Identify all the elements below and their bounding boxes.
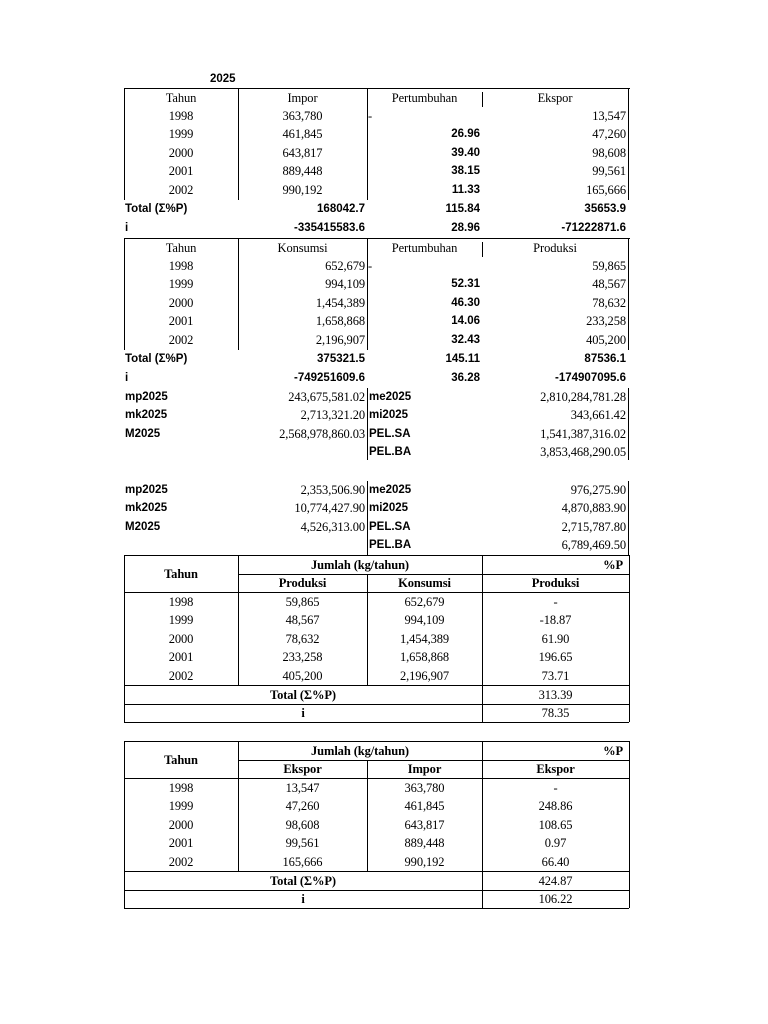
- col-header-konsumsi: Konsumsi: [277, 241, 328, 255]
- forecast-value: 2,353,506.90: [300, 483, 365, 497]
- total-impor: 168042.7: [317, 203, 365, 215]
- growth-cell: 39.40: [451, 147, 480, 159]
- konsumsi-cell: 652,679: [325, 259, 365, 273]
- konsumsi-cell: 994,109: [404, 613, 445, 627]
- i-value: 106.22: [538, 892, 573, 906]
- forecast-label: mp2025: [125, 391, 168, 403]
- produksi-cell: 59,865: [285, 595, 320, 609]
- year-cell: 1999: [168, 277, 194, 291]
- ekspor-cell: 165,666: [282, 855, 323, 869]
- forecast-value: 1,541,387,316.02: [540, 427, 626, 441]
- forecast-label: PEL.SA: [369, 428, 411, 440]
- col-header-jumlah: Jumlah (kg/tahun): [311, 558, 409, 572]
- forecast-label: me2025: [369, 484, 412, 496]
- year-cell: 1999: [168, 613, 194, 627]
- pct-cell: 196.65: [538, 650, 573, 664]
- i-growth: 28.96: [451, 222, 480, 234]
- growth-cell: 38.15: [451, 165, 480, 177]
- ekspor-cell: 165,666: [586, 183, 626, 197]
- forecast-value: 10,774,427.90: [294, 501, 365, 515]
- forecast-label: PEL.BA: [369, 539, 412, 551]
- col-header-tahun: Tahun: [165, 241, 197, 255]
- year-cell: 2002: [168, 333, 194, 347]
- year-cell: 2001: [168, 650, 194, 664]
- ekspor-cell: 13,547: [285, 781, 320, 795]
- col-header-impor: Impor: [287, 91, 318, 105]
- i-value: 78.35: [541, 706, 570, 720]
- col-header-jumlah: Jumlah (kg/tahun): [311, 744, 409, 758]
- total-konsumsi: 375321.5: [317, 353, 365, 365]
- growth-cell: 26.96: [451, 128, 480, 140]
- konsumsi-cell: 1,454,389: [315, 296, 365, 310]
- year-cell: 1998: [168, 595, 194, 609]
- pct-cell: 0.97: [544, 836, 567, 850]
- pct-cell: -: [553, 781, 558, 795]
- year-cell: 1999: [168, 799, 194, 813]
- impor-cell: 990,192: [282, 183, 323, 197]
- forecast-label: M2025: [125, 428, 161, 440]
- year-cell: 2001: [168, 314, 194, 328]
- pct-cell: -: [553, 595, 558, 609]
- year-cell: 2002: [168, 183, 194, 197]
- year-cell: 1998: [168, 109, 194, 123]
- produksi-cell: 48,567: [285, 613, 320, 627]
- i-label: i: [125, 372, 129, 384]
- forecast-value: 343,661.42: [570, 408, 626, 422]
- year-cell: 2000: [168, 632, 194, 646]
- forecast-label: mi2025: [369, 409, 409, 421]
- subheader-produksi: Produksi: [278, 576, 327, 590]
- konsumsi-cell: 1,658,868: [399, 650, 450, 664]
- total-label: Total (Σ%P): [125, 203, 188, 215]
- produksi-cell: 59,865: [592, 259, 626, 273]
- col-header-tahun: Tahun: [164, 567, 198, 581]
- growth-cell: 52.31: [451, 278, 480, 290]
- impor-cell: 363,780: [282, 109, 323, 123]
- col-header-produksi: Produksi: [533, 241, 577, 255]
- forecast-value: 2,713,321.20: [300, 408, 365, 422]
- subheader-pct-produksi: Produksi: [531, 576, 580, 590]
- produksi-cell: 48,567: [592, 277, 626, 291]
- i-produksi: -174907095.6: [555, 372, 626, 384]
- impor-cell: 461,845: [404, 799, 445, 813]
- forecast-value: 4,870,883.90: [561, 501, 626, 515]
- i-growth: 36.28: [451, 372, 480, 384]
- year-cell: 2000: [168, 146, 194, 160]
- ekspor-cell: 99,561: [592, 164, 626, 178]
- pct-cell: 248.86: [538, 799, 573, 813]
- pct-cell: 61.90: [541, 632, 570, 646]
- konsumsi-cell: 2,196,907: [315, 333, 365, 347]
- total-growth: 145.11: [445, 353, 480, 365]
- year-cell: 2002: [168, 669, 194, 683]
- year-cell: 1998: [168, 259, 194, 273]
- col-header-pertumbuhan: Pertumbuhan: [391, 241, 458, 255]
- forecast-label: mp2025: [125, 484, 168, 496]
- konsumsi-cell: 994,109: [325, 277, 365, 291]
- col-header-tahun: Tahun: [164, 753, 198, 767]
- growth-cell: 11.33: [451, 184, 480, 196]
- i-konsumsi: -749251609.6: [294, 372, 365, 384]
- year-cell: 2000: [168, 818, 194, 832]
- year-label: 2025: [210, 73, 236, 85]
- subheader-ekspor: Ekspor: [283, 762, 322, 776]
- total-value: 313.39: [538, 688, 573, 702]
- konsumsi-cell: 1,454,389: [399, 632, 450, 646]
- growth-cell: 14.06: [451, 315, 480, 327]
- subheader-impor: Impor: [407, 762, 442, 776]
- forecast-label: mk2025: [125, 502, 168, 514]
- forecast-value: 976,275.90: [570, 483, 626, 497]
- i-label: i: [125, 222, 129, 234]
- growth-cell: 32.43: [451, 334, 480, 346]
- forecast-value: 2,715,787.80: [561, 520, 626, 534]
- forecast-value: 243,675,581.02: [288, 390, 365, 404]
- total-value: 424.87: [538, 874, 573, 888]
- impor-cell: 889,448: [404, 836, 445, 850]
- total-label: Total (Σ%P): [270, 874, 336, 888]
- produksi-cell: 78,632: [285, 632, 320, 646]
- year-cell: 2002: [168, 855, 194, 869]
- growth-cell: -: [368, 259, 373, 273]
- ekspor-cell: 47,260: [592, 127, 626, 141]
- forecast-label: PEL.SA: [369, 521, 411, 533]
- forecast-value: 6,789,469.50: [561, 538, 626, 552]
- year-cell: 1998: [168, 781, 194, 795]
- total-growth: 115.84: [445, 203, 480, 215]
- col-header-ekspor: Ekspor: [537, 91, 573, 105]
- pct-cell: 66.40: [541, 855, 570, 869]
- forecast-value: 2,810,284,781.28: [540, 390, 626, 404]
- impor-cell: 461,845: [282, 127, 323, 141]
- konsumsi-cell: 2,196,907: [399, 669, 450, 683]
- produksi-cell: 233,258: [586, 314, 626, 328]
- forecast-label: mi2025: [369, 502, 409, 514]
- forecast-label: PEL.BA: [369, 446, 412, 458]
- i-label: i: [301, 706, 305, 720]
- ekspor-cell: 98,608: [285, 818, 320, 832]
- konsumsi-cell: 1,658,868: [315, 314, 365, 328]
- impor-cell: 889,448: [282, 164, 323, 178]
- year-cell: 2000: [168, 296, 194, 310]
- col-header-tahun: Tahun: [165, 91, 197, 105]
- pct-cell: -18.87: [539, 613, 572, 627]
- total-ekspor: 35653.9: [584, 203, 626, 215]
- forecast-value: 4,526,313.00: [300, 520, 365, 534]
- impor-cell: 990,192: [404, 855, 445, 869]
- ekspor-cell: 99,561: [285, 836, 320, 850]
- produksi-cell: 405,200: [282, 669, 323, 683]
- forecast-label: M2025: [125, 521, 161, 533]
- col-header-pct: %P: [603, 744, 623, 758]
- konsumsi-cell: 652,679: [404, 595, 445, 609]
- forecast-label: me2025: [369, 391, 412, 403]
- produksi-cell: 78,632: [592, 296, 626, 310]
- produksi-cell: 233,258: [282, 650, 323, 664]
- forecast-value: 3,853,468,290.05: [540, 445, 626, 459]
- i-ekspor: -71222871.6: [561, 222, 626, 234]
- forecast-label: mk2025: [125, 409, 168, 421]
- i-impor: -335415583.6: [294, 222, 365, 234]
- year-cell: 1999: [168, 127, 194, 141]
- col-header-pct: %P: [603, 558, 623, 572]
- total-label: Total (Σ%P): [270, 688, 336, 702]
- i-label: i: [301, 892, 305, 906]
- growth-cell: 46.30: [451, 297, 480, 309]
- produksi-cell: 405,200: [586, 333, 626, 347]
- subheader-pct-ekspor: Ekspor: [536, 762, 575, 776]
- year-cell: 2001: [168, 164, 194, 178]
- subheader-konsumsi: Konsumsi: [398, 576, 451, 590]
- impor-cell: 363,780: [404, 781, 445, 795]
- year-cell: 2001: [168, 836, 194, 850]
- forecast-value: 2,568,978,860.03: [279, 427, 365, 441]
- total-produksi: 87536.1: [584, 353, 626, 365]
- impor-cell: 643,817: [404, 818, 445, 832]
- pct-cell: 73.71: [541, 669, 570, 683]
- ekspor-cell: 47,260: [285, 799, 320, 813]
- ekspor-cell: 13,547: [592, 109, 626, 123]
- impor-cell: 643,817: [282, 146, 323, 160]
- pct-cell: 108.65: [538, 818, 573, 832]
- col-header-pertumbuhan: Pertumbuhan: [391, 91, 458, 105]
- growth-cell: -: [368, 109, 373, 123]
- ekspor-cell: 98,608: [592, 146, 626, 160]
- total-label: Total (Σ%P): [125, 353, 188, 365]
